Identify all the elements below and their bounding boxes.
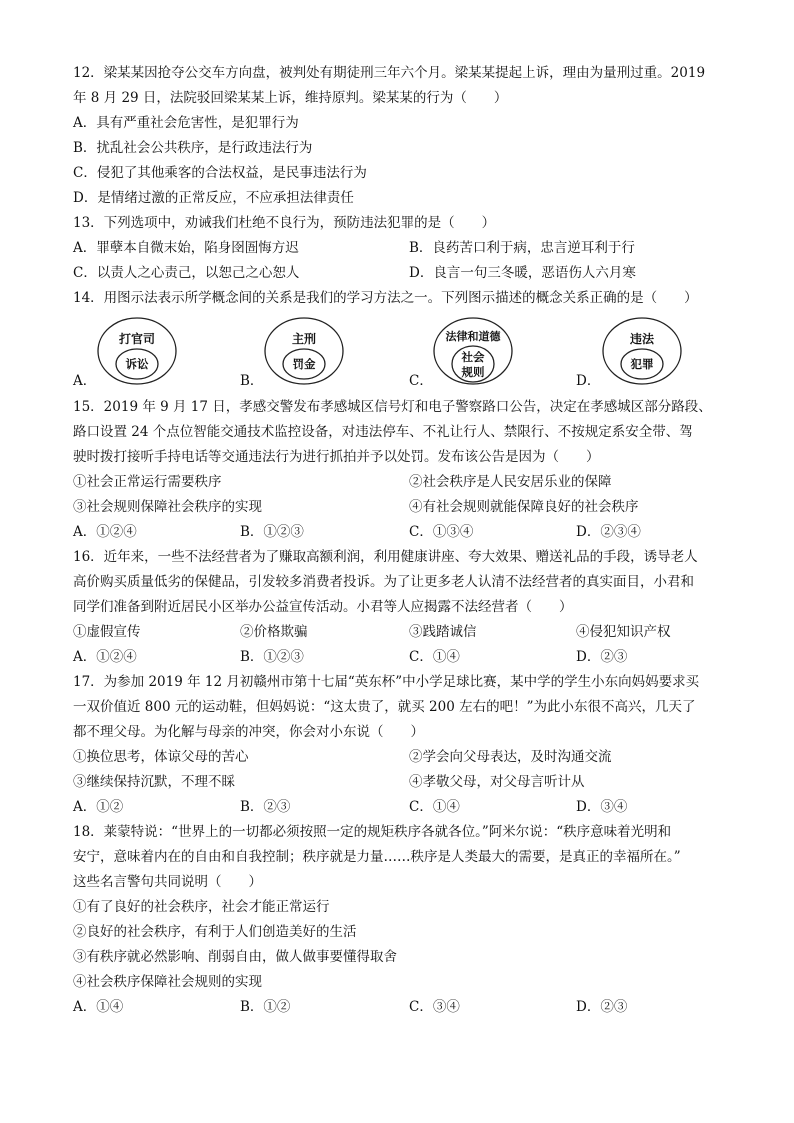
q18-statement-1: ①有了良好的社会秩序，社会才能正常运行 — [73, 899, 330, 915]
q17-statement-3: ③继续保持沉默，不理不睬 — [73, 774, 235, 790]
q14-diagram-c-outer: 法律和道德 — [445, 330, 501, 343]
q15-option-d: D．②③④ — [576, 524, 641, 540]
q15-statement-3: ③社会规则保障社会秩序的实现 — [73, 499, 262, 515]
q17-stem-line2: 一双价值近 800 元的运动鞋，但妈妈说：“这太贵了，就买 200 左右的吧！”为此小东很不高兴，几天了 — [73, 699, 696, 715]
q14-stem: 14．用图示法表示所学概念间的关系是我们的学习方法之一。下列图示描述的概念关系正确的是（ ） — [73, 290, 698, 306]
q16-option-b: B．①②③ — [240, 649, 304, 665]
q13-option-c: C．以责人之心责己，以恕己之心恕人 — [73, 265, 300, 281]
q14-option-letter-d: D． — [576, 373, 601, 389]
q16-option-d: D．②③ — [576, 649, 628, 665]
q18-stem-line1: 18．莱蒙特说：“世界上的一切都必须按照一定的规矩秩序各就各位。”阿米尔说：“秩序意味着光明和 — [73, 824, 672, 840]
q16-statement-3: ③践踏诚信 — [409, 624, 477, 640]
nested-ellipse-icon — [263, 316, 345, 388]
q15-statement-2: ②社会秩序是人民安居乐业的保障 — [409, 474, 612, 490]
q18-stem-line3: 这些名言警句共同说明（ ） — [73, 874, 262, 890]
q14-option-letter-c: C． — [409, 373, 433, 389]
q14-diagram-d-inner: 犯罪 — [630, 357, 654, 371]
q14-diagram-b-outer: 主刑 — [291, 332, 316, 346]
q14-option-letter-a: A． — [73, 373, 97, 389]
q18-option-b: B．①② — [240, 999, 291, 1015]
q16-stem-line1: 16．近年来，一些不法经营者为了赚取高额利润，利用健康讲座、夸大效果、赠送礼品的手段，诱导老人 — [73, 549, 698, 565]
nested-ellipse-icon — [96, 316, 178, 388]
q16-statement-2: ②价格欺骗 — [240, 624, 308, 640]
q15-stem-line1: 15．2019 年 9 月 17 日，孝感交警发布孝感城区信号灯和电子警察路口公告，决定在孝感城区部分路段、 — [73, 399, 712, 415]
q14-diagram-a-inner: 诉讼 — [125, 357, 149, 371]
q15-stem-line2: 路口设置 24 个点位智能交通技术监控设备，对违法停车、不礼让行人、禁限行、不按规定系安全带、驾 — [73, 424, 693, 440]
q18-option-a: A．①④ — [73, 999, 124, 1015]
q17-statement-4: ④孝敬父母，对父母言听计从 — [409, 774, 585, 790]
q14-diagram-c-inner-line1: 社会 — [461, 350, 485, 364]
q15-option-a: A．①②④ — [73, 524, 137, 540]
q15-statement-4: ④有社会规则就能保障良好的社会秩序 — [409, 499, 639, 515]
q16-option-a: A．①②④ — [73, 649, 137, 665]
q13-option-b: B．良药苦口利于病，忠言逆耳利于行 — [409, 240, 635, 256]
q15-stem-line3: 驶时拨打接听手持电话等交通违法行为进行抓拍并予以处罚。发布该公告是因为（ ） — [73, 449, 600, 465]
q14-diagram-a-outer: 打官司 — [118, 332, 155, 346]
q16-stem-line3: 同学们准备到附近居民小区举办公益宣传活动。小君等人应揭露不法经营者（ ） — [73, 599, 573, 615]
q12-stem-line1: 12．梁某某因抢夺公交车方向盘，被判处有期徒刑三年六个月。梁某某提起上诉，理由为量刑过重。2019 — [73, 65, 706, 81]
q15-statement-1: ①社会正常运行需要秩序 — [73, 474, 222, 490]
q12-option-b: B．扰乱社会公共秩序，是行政违法行为 — [73, 140, 313, 156]
q16-statement-1: ①虚假宣传 — [73, 624, 141, 640]
q14-diagram-a — [96, 316, 178, 388]
q12-stem-line2: 年 8 月 29 日，法院驳回梁某某上诉，维持原判。梁某某的行为（ ） — [73, 90, 508, 106]
q17-statement-2: ②学会向父母表达，及时沟通交流 — [409, 749, 612, 765]
q18-option-c: C．③④ — [409, 999, 460, 1015]
q13-stem: 13．下列选项中，劝诫我们杜绝不良行为，预防违法犯罪的是（ ） — [73, 215, 496, 231]
q14-diagram-d-outer: 违法 — [629, 332, 654, 346]
q18-option-d: D．②③ — [576, 999, 628, 1015]
q18-statement-2: ②良好的社会秩序，有利于人们创造美好的生活 — [73, 924, 357, 940]
q18-statement-3: ③有秩序就必然影响、削弱自由，做人做事要懂得取舍 — [73, 949, 397, 965]
q14-diagram-d — [601, 316, 683, 388]
q17-statement-1: ①换位思考，体谅父母的苦心 — [73, 749, 249, 765]
q17-option-c: C．①④ — [409, 799, 460, 815]
q16-stem-line2: 高价购买质量低劣的保健品，引发较多消费者投诉。为了让更多老人认清不法经营者的真实面目，小君和 — [73, 574, 694, 590]
q14-diagram-b-inner: 罚金 — [292, 357, 316, 371]
q13-option-d: D．良言一句三冬暖，恶语伤人六月寒 — [409, 265, 636, 281]
q12-option-d: D．是情绪过激的正常反应，不应承担法律责任 — [73, 190, 354, 206]
q18-statement-4: ④社会秩序保障社会规则的实现 — [73, 974, 262, 990]
q16-statement-4: ④侵犯知识产权 — [576, 624, 671, 640]
q12-option-a: A．具有严重社会危害性，是犯罪行为 — [73, 115, 299, 131]
q14-option-letter-b: B． — [240, 373, 264, 389]
q14-diagram-c — [432, 316, 514, 388]
q15-option-b: B．①②③ — [240, 524, 304, 540]
q13-option-a: A．罪孽本自微末始，陷身囹圄悔方迟 — [73, 240, 299, 256]
q12-option-c: C．侵犯了其他乘客的合法权益，是民事违法行为 — [73, 165, 367, 181]
q14-diagram-c-inner-line2: 规则 — [461, 365, 485, 379]
q17-stem-line3: 都不理父母。为化解与母亲的冲突，你会对小东说（ ） — [73, 724, 424, 740]
q14-diagram-b — [263, 316, 345, 388]
q15-option-c: C．①③④ — [409, 524, 474, 540]
q17-stem-line1: 17．为参加 2019 年 12 月初赣州市第十七届“英东杯”中小学足球比赛，某中学的学生小东向妈妈要求买 — [73, 674, 700, 690]
q17-option-a: A．①② — [73, 799, 124, 815]
q16-option-c: C．①④ — [409, 649, 460, 665]
q17-option-b: B．②③ — [240, 799, 291, 815]
q17-option-d: D．③④ — [576, 799, 628, 815]
nested-ellipse-icon — [601, 316, 683, 388]
q18-stem-line2: 安宁，意味着内在的自由和自我控制；秩序就是力量……秩序是人类最大的需要，是真正的幸福所在。” — [73, 849, 681, 865]
